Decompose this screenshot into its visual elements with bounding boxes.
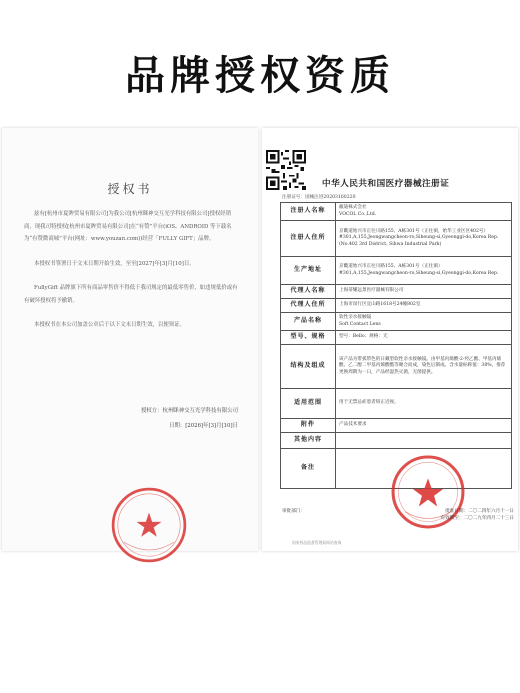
auth-signer: 授权方：杭州眯神交互光学科技有限公司 — [140, 408, 238, 414]
valid-until-label: 有效期至： — [440, 516, 464, 521]
authorization-letter — [2, 128, 258, 551]
cert-row-label: 型号、规格 — [281, 331, 336, 345]
cert-row-label: 附件 — [281, 419, 336, 433]
cert-row-label: 注册人名称 — [281, 203, 336, 221]
cert-row-label: 注册人住所 — [281, 221, 336, 257]
cert-row — [281, 203, 512, 221]
cert-row-label: 适用范围 — [281, 389, 336, 419]
approval-dept-label: 审批部门： — [282, 509, 305, 514]
cert-row-label: 代理人名称 — [281, 285, 336, 299]
cert-row-label: 产品名称 — [281, 313, 336, 331]
cert-row — [281, 419, 512, 433]
cert-row — [281, 285, 512, 299]
company-seal-icon — [110, 486, 188, 564]
cert-row-value: 京畿道始兴市正往川路155、A栋301号（正往洞） #301,A,155,Jeongwangcheon-ro,Siheung-si,Gyeonggi-do,Korea Rep. — [336, 257, 512, 285]
cert-row-value: 蔽迪株式会社 VOCOL Co.,Ltd. — [336, 203, 512, 221]
cert-row-value: 上海蒂耀远景医疗器械有限公司 — [336, 285, 512, 299]
auth-paragraph: 兹有[杭州市夏眸贸易有限公司]为我公司[杭州眯神交互光学科技有限公司]授权经销商，现我司特授权[杭州市夏眸贸易有限公司]在“有赞”平台(iOS、ANDROID 等下载名为“有赞微商城”平台(网址：www.youzan.com))经营「FULLY GIFT」品牌。 — [24, 211, 232, 242]
auth-signature-block — [141, 404, 238, 434]
auth-sign-date: 日期：[2026]年[3]月[10]日 — [169, 423, 238, 429]
auth-paragraph: 本授权书签署日于文末日期开始生效，至至[2027]年[3]月[10]日。 — [34, 260, 195, 267]
cert-row-label: 结构及组成 — [281, 345, 336, 389]
qr-code-icon — [266, 150, 306, 190]
cert-row-value: 京畿道始兴市正往川路155、A栋301号（正往洞，始华工业区区402号） #301,A,155,Jeongwangcheon-ro,Siheung-si,Gyeonggi-do,Korea Rep.(No.402 3rd District, Sihwa Industrial Park) — [336, 221, 512, 257]
cert-row-label: 备注 — [281, 449, 336, 489]
cert-row — [281, 345, 512, 389]
page-title: 品牌授权资质 — [125, 53, 395, 99]
auth-paragraph: FullyGift 品牌旗下所有商品零售价不得低于我司规定的最低零售价，如违规低价或有有破坏授权将予撤销。 — [24, 285, 238, 304]
cert-row — [281, 221, 512, 257]
cert-row-value: 型号：Bello；规格：无 — [336, 331, 512, 345]
cert-row-value: 产品技术要求 — [336, 419, 512, 433]
auth-heading: 授权书 — [107, 182, 153, 196]
cert-row — [281, 257, 512, 285]
cert-number: 注册证号：国械注进20203160220 — [282, 195, 356, 200]
cert-footer: 国家药品监督管理局网站查询 — [292, 540, 342, 545]
cert-row-value: 上海市闵行区宜山路1618号24幢802室 — [336, 299, 512, 313]
approval-date: 二〇二四年六月十一日 — [468, 509, 514, 514]
cert-row-label: 生产地址 — [281, 257, 336, 285]
auth-body — [24, 208, 240, 344]
cert-table — [280, 202, 512, 489]
cert-row — [281, 313, 512, 331]
cert-row — [281, 389, 512, 419]
valid-until-date: 二〇二九年四月二十三日 — [463, 516, 514, 521]
registration-certificate — [262, 128, 518, 551]
cert-title: 中华人民共和国医疗器械注册证 — [322, 179, 450, 189]
auth-paragraph: 本授权书在本公司加盖公章后于以下文末日期生效，以便领证。 — [34, 322, 185, 328]
cert-row-label: 其他内容 — [281, 433, 336, 449]
cert-row-value: 软性亲水接触镜 Soft Contact Lens — [336, 313, 512, 331]
cert-row-value: 用于无禁忌症患者矫正近视。 — [336, 389, 512, 419]
cert-approval — [282, 508, 514, 522]
cert-row-value: 该产品为带弧带色的日戴型软性亲水接触镜。由甲基丙烯酸-2-羟乙酯、甲基丙烯酸、乙二醇二甲基丙烯酸酯等聚合而成，染色后制成。含水量标称值：38%，推荐更换周期为一日，产品经湿热灭菌，无菌提供。 — [336, 345, 512, 389]
cert-row-label: 代理人住所 — [281, 299, 336, 313]
cert-row — [281, 299, 512, 313]
approval-date-label: 批准日期： — [445, 509, 469, 514]
cert-row — [281, 331, 512, 345]
cert-row — [281, 433, 512, 449]
cert-row-value — [336, 433, 512, 449]
